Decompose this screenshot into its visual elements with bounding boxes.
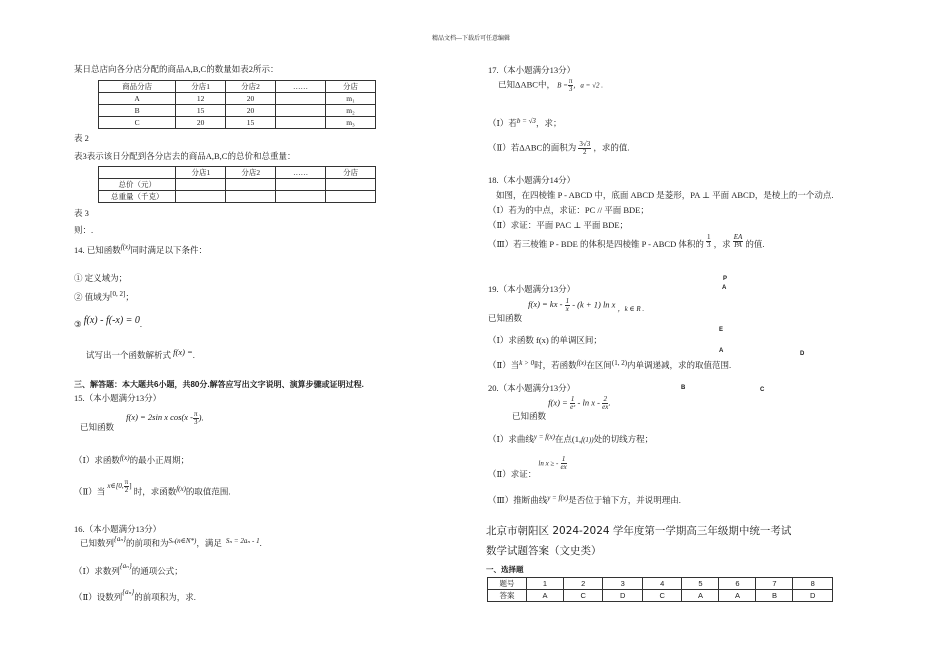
figure-label-a-top: A xyxy=(722,285,727,291)
question-17-given: 已知ΔABC中， B = $\frac{\pi}{3}$ ，a = √2 . xyxy=(498,77,603,93)
table-cell: 20 xyxy=(226,105,276,117)
table-cell: 12 xyxy=(176,93,226,105)
table-cell: 题号 xyxy=(488,578,527,590)
table-header-cell: 分店 xyxy=(326,81,376,93)
table-cell: 15 xyxy=(226,117,276,129)
question-18-title: 18.（本小题满分14分） xyxy=(488,175,576,185)
table-cell: 15 xyxy=(176,105,226,117)
q14-ask: 试写出一个函数解析式 f(x) =. xyxy=(86,347,195,360)
table-cell xyxy=(326,191,376,203)
table-cell: A xyxy=(99,93,176,105)
question-20-part-1: （Ⅰ）求曲线$^{y = f(x)}$在点(1,f(1))处的切线方程； xyxy=(488,433,654,444)
table-cell: C xyxy=(642,590,681,602)
table-cell: 8 xyxy=(793,578,833,590)
table-header-cell: …… xyxy=(276,167,326,179)
table-cell: 6 xyxy=(719,578,756,590)
table-cell: A xyxy=(682,590,719,602)
table-header-cell: 商品分店 xyxy=(99,81,176,93)
price-weight-table xyxy=(98,166,376,203)
question-17-title: 17.（本小题满分13分） xyxy=(488,65,576,75)
question-20-part-3: （Ⅲ）推断曲线$^{y = f(x)}$是否位于轴下方，并说明理由. xyxy=(488,494,681,505)
table-header-cell: …… xyxy=(275,81,325,93)
table-row xyxy=(99,179,376,191)
answer-table xyxy=(487,577,833,602)
table-cell: 3 xyxy=(603,578,642,590)
question-16-title: 16.（本小题满分13分） xyxy=(74,524,162,534)
question-18-given: 如图，在四棱锥 P - ABCD 中，底面 ABCD 是菱形，PA ⊥ 平面 ABCD，是棱上的一个动点. xyxy=(496,190,834,200)
table-cell: 总价（元） xyxy=(99,179,176,191)
table-cell: 7 xyxy=(756,578,793,590)
question-18-part-1: （Ⅰ）若为的中点，求证：PC // 平面 BDE； xyxy=(488,205,649,215)
table-header-cell: 分店 xyxy=(326,167,376,179)
page-header: 精品文档---下载后可任意编辑 xyxy=(432,36,510,42)
table-row xyxy=(488,578,833,590)
table-header-cell: 分店2 xyxy=(226,167,276,179)
table-cell xyxy=(176,179,226,191)
table-cell: m₂ xyxy=(326,105,376,117)
table-cell: 答案 xyxy=(488,590,527,602)
section-3-heading: 三、解答题：本大题共6小题，共80分.解答应写出文字说明、演算步骤或证明过程. xyxy=(74,380,364,389)
table-cell xyxy=(226,191,276,203)
answer-title: 北京市朝阳区 2024-2024 学年度第一学期高三年级期中统一考试 xyxy=(486,525,792,537)
table-cell xyxy=(275,105,325,117)
table-cell: C xyxy=(99,117,176,129)
q14-condition-2: ② 值域为[0, 2]； xyxy=(74,290,134,302)
table-cell xyxy=(276,179,326,191)
table-cell xyxy=(275,117,325,129)
question-19-formula: 已知函数 f(x) = kx - $\frac{1}{x}$ - (k + 1) ln x $_{,k \in R .}$ xyxy=(488,297,645,324)
figure-label-a: A xyxy=(719,348,724,354)
figure-label-d: D xyxy=(800,351,805,357)
question-15-title: 15.（本小题满分13分） xyxy=(74,393,162,403)
table-cell: 总重量（千克） xyxy=(99,191,176,203)
table-row xyxy=(99,105,376,117)
question-20-part-2: （Ⅱ）求证： ln x ≥ - $\frac{1}{ex}$ xyxy=(488,455,567,480)
question-19-title: 19.（本小题满分13分） xyxy=(488,284,576,294)
question-19-part-1: （Ⅰ）求函数 f(x) 的单调区间； xyxy=(488,335,602,345)
intro-text-2: 表3表示该日分配到各分店去的商品A,B,C的总价和总重量： xyxy=(74,151,296,161)
distribution-table xyxy=(98,80,376,129)
table-caption: 表 3 xyxy=(74,208,89,218)
question-14: 14. 已知函数$^{f(x)}$同时满足以下条件： xyxy=(74,243,207,255)
question-20-formula: 已知函数 f(x) = $\frac{1}{\text{eˣ}}$ - ln x - $\frac{2}{ex}$ . xyxy=(512,395,611,422)
table-header-cell: 分店1 xyxy=(176,81,226,93)
question-16-given: 已知数列$^{\{a_n\}}$的前项和为$^{S_n(n\in N*)}$，满足 $^{S_n = 2a_n - 1}$. xyxy=(80,535,262,548)
table-cell xyxy=(226,179,276,191)
question-19-part-2: （Ⅱ）当$^{k > 0}$时，若函数$^{f(x)}$在区间$^{(1, 2)}$内单调递减，求的取值范围. xyxy=(488,359,732,370)
table-row xyxy=(99,191,376,203)
table-cell: C xyxy=(564,590,603,602)
table-cell: B xyxy=(756,590,793,602)
question-18-part-3: （Ⅲ）若三棱锥 P - BDE 的体积是四棱锥 P - ABCD 体积的 $\frac{1}{3}$ ，求 $\frac{EA}{PA}$ 的值. xyxy=(488,233,765,250)
table-row xyxy=(99,117,376,129)
table-cell: A xyxy=(527,590,564,602)
table-cell: A xyxy=(719,590,756,602)
table-cell xyxy=(276,191,326,203)
table-cell: D xyxy=(793,590,833,602)
table-cell: m₁ xyxy=(326,93,376,105)
question-15-part-1: （Ⅰ）求函数$^{f(x)}$的最小正周期； xyxy=(74,454,190,465)
question-17-part-1: （Ⅰ）若$^{b = √3}$，求； xyxy=(488,117,562,128)
table-cell: B xyxy=(99,105,176,117)
table-cell: 5 xyxy=(682,578,719,590)
q14-condition-3: ③ f(x) - f(-x) = 0. xyxy=(74,315,143,329)
question-20-title: 20.（本小题满分13分） xyxy=(488,383,576,393)
table-cell xyxy=(176,191,226,203)
figure-label-p: P xyxy=(723,276,728,282)
then-text: 则：. xyxy=(74,225,94,235)
question-16-part-1: （Ⅰ）求数列$^{\{a_n\}}$的通项公式； xyxy=(74,562,183,576)
table-cell: 2 xyxy=(564,578,603,590)
figure-label-e: E xyxy=(719,327,724,333)
table-header-cell: 分店2 xyxy=(226,81,276,93)
q14-condition-1: ① 定义域为； xyxy=(74,273,128,283)
figure-label-b: B xyxy=(681,385,686,391)
table-header-cell: 分店1 xyxy=(176,167,226,179)
question-16-part-2: （Ⅱ）设数列$^{\{a_n\}}$的前项积为，求. xyxy=(74,588,196,602)
table-cell: 20 xyxy=(176,117,226,129)
table-cell: 4 xyxy=(642,578,681,590)
table-row xyxy=(99,93,376,105)
section-1-heading: 一、选择题 xyxy=(486,565,524,574)
table-cell xyxy=(326,179,376,191)
figure-label-c: C xyxy=(760,387,765,393)
question-17-part-2: （Ⅱ）若ΔABC的面积为 $\frac{3√3}{2}$ ，求的值. xyxy=(488,140,630,156)
question-15-part-2: （Ⅱ）当 $^{x\in[0,}$ $\frac{\pi}{2}$ ] 时，求函数$^{f(x)}$的取值范围. xyxy=(74,478,231,497)
table-caption: 表 2 xyxy=(74,133,89,143)
table-cell: m₃ xyxy=(326,117,376,129)
table-header-cell xyxy=(99,167,176,179)
table-row xyxy=(488,590,833,602)
question-15-formula: 已知函数 f(x) = 2sin x cos(x - $\frac{\pi}{3}$ ). xyxy=(80,410,204,433)
table-cell: 20 xyxy=(226,93,276,105)
table-cell: D xyxy=(603,590,642,602)
table-cell xyxy=(275,93,325,105)
table-cell: 1 xyxy=(527,578,564,590)
intro-text-1: 某日总店向各分店分配的商品A,B,C的数量如表2所示： xyxy=(74,64,279,74)
question-18-part-2: （Ⅱ）求证：平面 PAC ⊥ 平面 BDE； xyxy=(488,220,629,230)
answer-subtitle: 数学试题答案（文史类） xyxy=(486,545,602,557)
